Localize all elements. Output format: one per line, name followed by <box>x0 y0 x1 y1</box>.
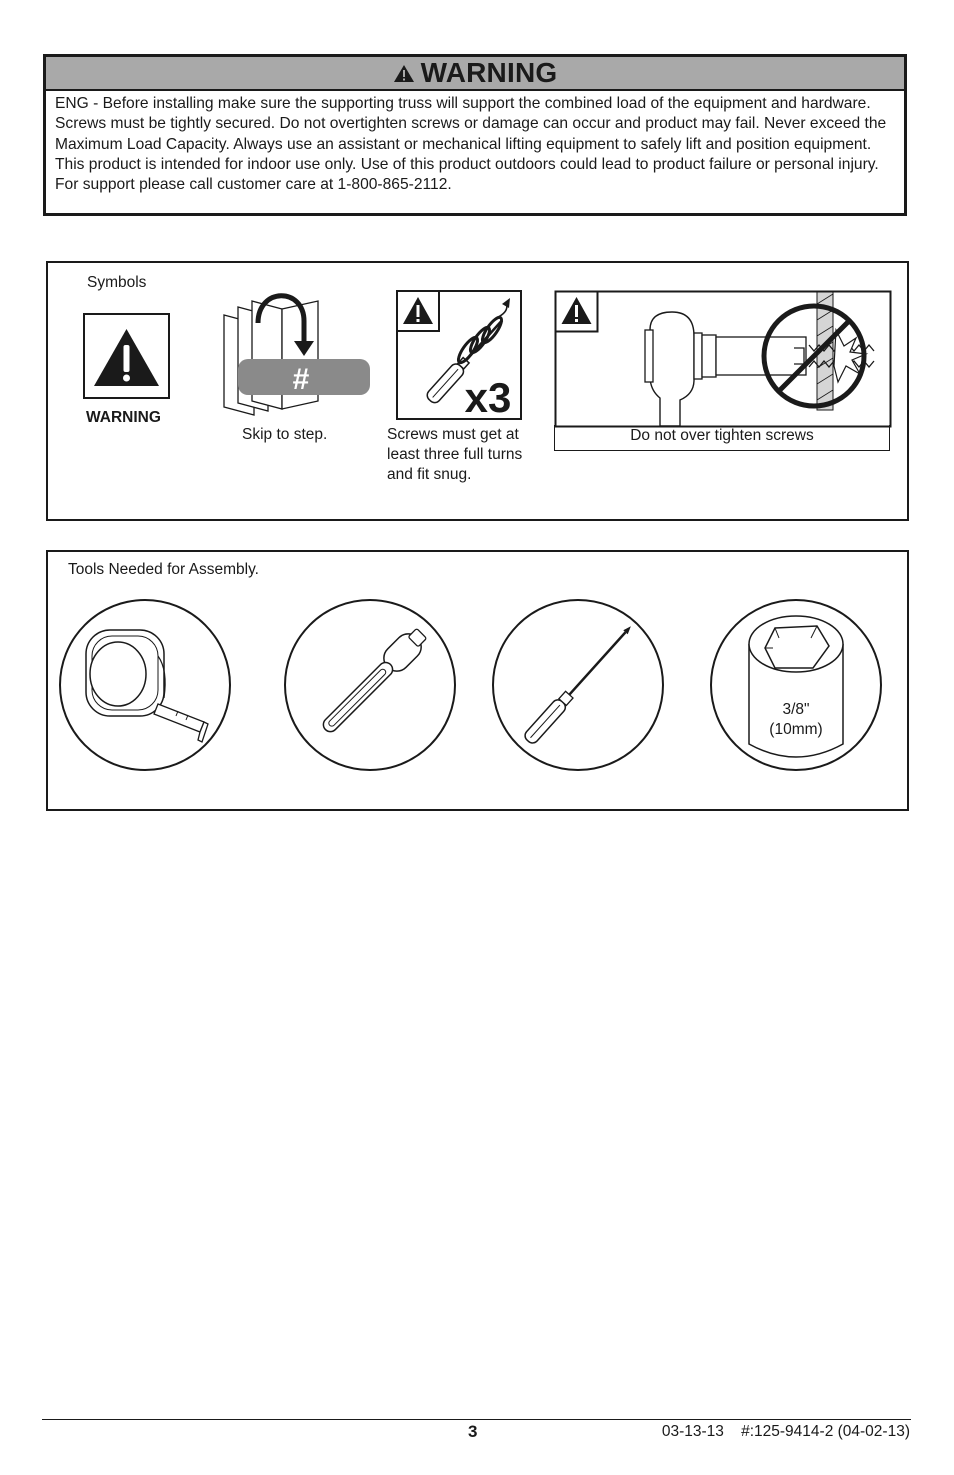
socket-size-label <box>745 700 847 740</box>
over-tighten-icon <box>554 290 892 426</box>
turns-caption-line-2: least three full turns <box>387 446 523 463</box>
warning-header <box>46 57 904 91</box>
document-code: 03-13-13 #:125-9414-2 (04-02-13) <box>661 1423 910 1440</box>
warning-title: WARNING <box>420 57 558 88</box>
turns-caption-line-3: and fit snug. <box>387 466 472 483</box>
tools-label: Tools Needed for Assembly. <box>68 561 259 578</box>
footer-rule <box>42 1419 911 1420</box>
skip-caption: Skip to step. <box>242 426 328 443</box>
skip-to-step-icon <box>218 293 378 419</box>
socket-size-line-1: 3/8" <box>782 701 810 718</box>
turns-multiplier: x3 <box>464 374 512 421</box>
tools-panel <box>46 550 909 811</box>
warning-symbol-icon <box>83 313 171 399</box>
turns-caption-line-1: Screws must get at <box>387 426 519 443</box>
three-turns-icon <box>396 290 522 420</box>
socket-size-line-2: (10mm) <box>769 721 823 738</box>
socket-icon <box>709 598 883 772</box>
turns-caption <box>387 425 522 485</box>
screwdriver-icon <box>491 598 665 772</box>
tape-measure-icon <box>58 598 232 772</box>
warning-symbol-caption: WARNING <box>86 409 161 426</box>
skip-symbol-text: # <box>292 363 310 396</box>
symbols-label: Symbols <box>87 274 147 291</box>
page-number: 3 <box>468 1422 478 1441</box>
warning-box <box>43 54 907 216</box>
warning-text: ENG - Before installing make sure the supporting truss will support the combined load of the equipment and hardware. Screws must be tightly secured. Do not overtighten screws or damage can occur and product may fail. Never exceed the Maximum Load Capacity. Always use an assistant or mechanical lifting equipment to safely lift and position equipment. This product is intended for indoor use only. Use of this product outdoors could lead to product failure or personal injury. For support please call customer care at 1-800-865-2112. <box>55 95 887 194</box>
over-tighten-caption: Do not over tighten screws <box>554 425 890 451</box>
warning-triangle-icon <box>393 64 415 83</box>
ratchet-wrench-icon <box>283 598 457 772</box>
symbols-panel <box>46 261 909 521</box>
